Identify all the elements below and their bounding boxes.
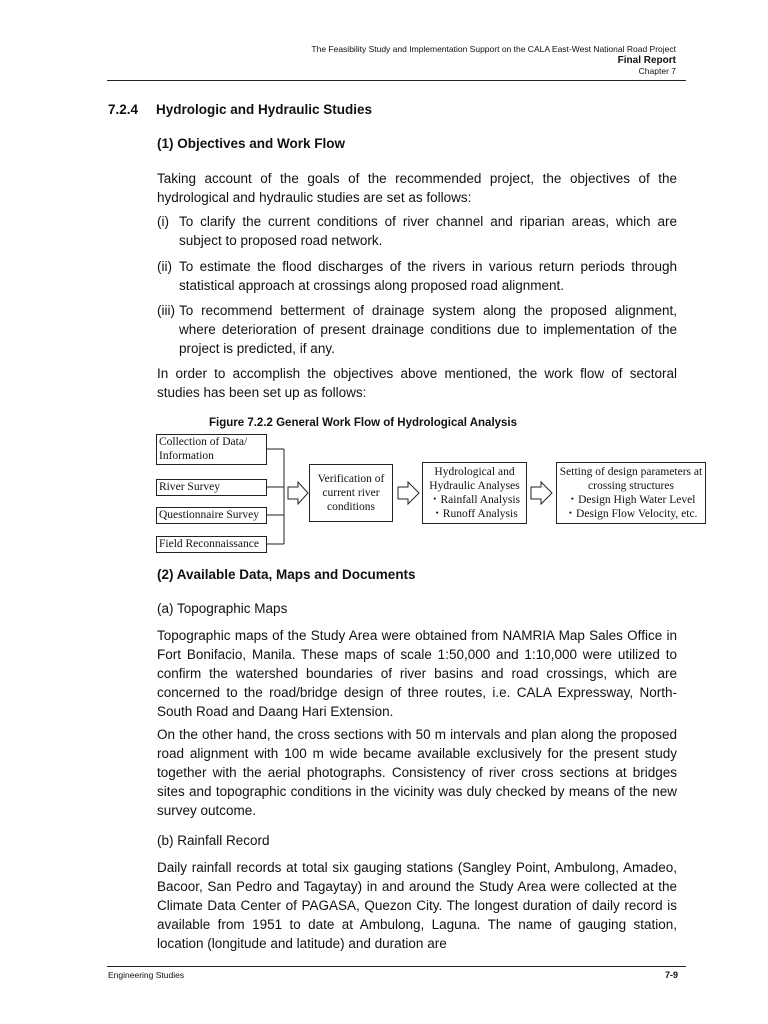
analyses-box [422,462,527,524]
objectives-intro: Taking account of the goals of the recommended project, the objectives of the hydrological and hydraulic studies are set as follows: [157,171,677,205]
workflow-intro: In order to accomplish the objectives above mentioned, the work flow of sectoral studies has been set up as follows: [157,366,677,400]
design-title: Setting of design parameters at crossing structures [559,466,703,492]
section-title: Hydrologic and Hydraulic Studies [156,102,373,117]
topographic-maps-paragraph-2: On the other hand, the cross sections with 50 m intervals and plan along the proposed road alignment with 100 m wide became available exclusively for the present study together with the aerial photographs. Consistency of river cross sections at bridges sites and topographic conditions in the vicinity was duly checked by means of the new survey outcome. [157,727,677,818]
section-number: 7.2.4 [108,102,139,117]
objective-text: To estimate the flood discharges of the rivers in various return periods through statistical approach at crossings along proposed road alignment. [179,259,677,293]
input-box-data-collection: Collection of Data/ Information [156,434,267,465]
arrow-icon [288,482,308,504]
objective-text: To clarify the current conditions of river channel and riparian areas, which are subject to proposed road network. [179,214,677,248]
analyses-item: ・Rainfall Analysis [428,494,521,506]
objective-marker: (i) [157,214,169,229]
footer-section: Engineering Studies [108,970,185,980]
header-report: Final Report [617,55,676,66]
topographic-maps-heading: (a) Topographic Maps [157,601,288,616]
arrow-icon [398,482,419,504]
topographic-maps-paragraph-1: Topographic maps of the Study Area were obtained from NAMRIA Map Sales Office in Fort Bonifacio, Manila. These maps of scale 1:50,000 and 1:10,000 were utilized to confirm the watershed boundaries of river basins and road crossings, which are concerned to the road/bridge design of three routes, i.e. CALA Expressway, North-South Road and Daang Hari Extension. [157,628,677,719]
figure-caption: Figure 7.2.2 General Work Flow of Hydrological Analysis [209,417,518,429]
input-box-field-reconnaissance: Field Reconnaissance [156,536,267,553]
design-item: ・Design Flow Velocity, etc. [564,508,698,520]
arrow-icon [531,482,552,504]
verification-box: Verification of current river conditions [309,464,393,522]
design-box [556,462,706,524]
rainfall-record-paragraph: Daily rainfall records at total six gauging stations (Sangley Point, Ambulong, Amadeo, Bacoor, San Pedro and Tagaytay) in and around the Study Area were collected at the Climate Data Center of PAGASA, Quezon City. The longest duration of daily record is available from 1951 to date at Ambulong, Laguna. The name of gauging station, location (longitude and latitude) and duration are [157,860,677,951]
rainfall-record-heading: (b) Rainfall Record [157,833,270,848]
footer-rule [107,966,686,967]
objective-text: To recommend betterment of drainage system along the proposed alignment, where deterioration of present drainage conditions due to implementation of the project is predicted, if any. [179,303,677,356]
subsection-1-heading: (1) Objectives and Work Flow [157,136,346,151]
input-box-questionnaire: Questionnaire Survey [156,507,267,524]
analyses-title: Hydrological and Hydraulic Analyses [429,466,520,492]
header-project: The Feasibility Study and Implementation Support on the CALA East-West National Road Project [311,44,676,54]
objective-marker: (iii) [157,303,175,318]
analyses-item: ・Runoff Analysis [431,508,518,520]
input-box-river-survey: River Survey [156,479,267,496]
subsection-2-heading: (2) Available Data, Maps and Documents [157,567,416,582]
header-chapter: Chapter 7 [638,66,676,76]
page-number: 7-9 [664,970,678,980]
design-item: ・Design High Water Level [566,494,696,506]
objective-marker: (ii) [157,259,172,274]
